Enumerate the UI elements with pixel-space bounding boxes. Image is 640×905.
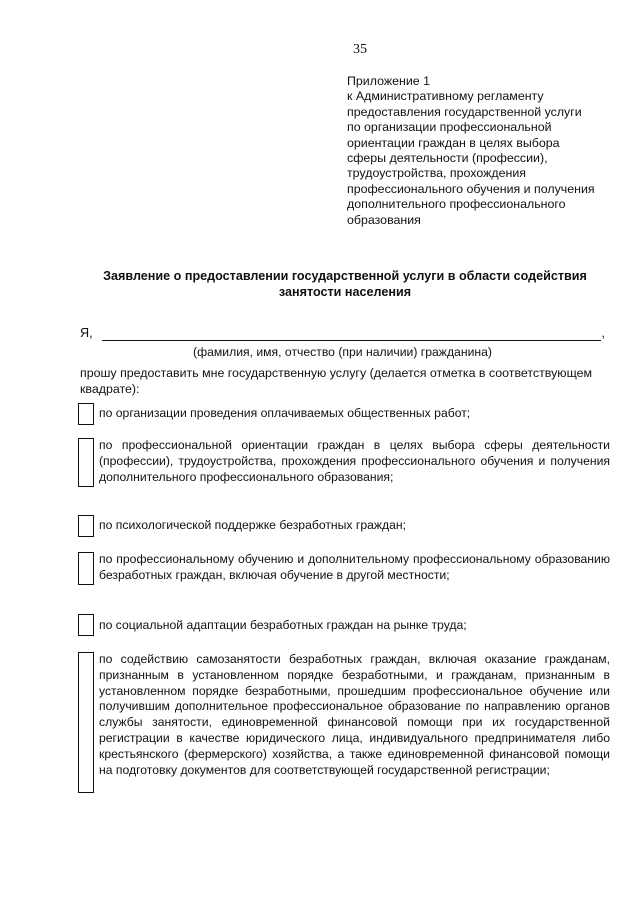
document-title bbox=[60, 268, 630, 300]
appendix-line: образования bbox=[347, 212, 421, 227]
appendix-line: Приложение 1 bbox=[347, 74, 431, 88]
option-checkbox[interactable] bbox=[78, 552, 94, 585]
appendix-line: к Административному регламенту bbox=[347, 89, 544, 104]
option-checkbox[interactable] bbox=[78, 652, 94, 793]
applicant-name-field[interactable] bbox=[80, 326, 605, 344]
appendix-line: дополнительного профессионального bbox=[347, 197, 566, 212]
option-text: по содействию самозанятости безработных граждан, включая оказание гражданам, признанным в установленном порядке безработными, и гражданам, признанным в установленном порядке безработными, прошедшим профессиональное обучение или получившим дополнительное профессиональное образование по направлению органов службы занятости, единовременной финансовой помощи при их государственной регистрации в качестве юридического лица, индивидуального предпринимателя либо крестьянского (фермерского) хозяйства, а также единовременной финансовой помощи на подготовку документов для соответствующей государственной регистрации; bbox=[99, 652, 610, 777]
appendix-line: предоставления государственной услуги bbox=[347, 104, 582, 119]
option-text: по психологической поддержке безработных граждан; bbox=[99, 518, 407, 532]
appendix-line: по организации профессиональной bbox=[347, 120, 552, 135]
applicant-name-caption: (фамилия, имя, отчество (при наличии) гражданина) bbox=[193, 345, 492, 359]
request-text: прошу предоставить мне государственную услугу (делается отметка в соответствующем квадрате): bbox=[80, 366, 593, 396]
appendix-header bbox=[347, 74, 627, 228]
appendix-line: ориентации граждан в целях выбора bbox=[347, 135, 560, 150]
option-text: по организации проведения оплачиваемых общественных работ; bbox=[99, 406, 471, 420]
appendix-line: трудоустройства, прохождения bbox=[347, 166, 526, 181]
applicant-prefix: Я, bbox=[80, 326, 93, 340]
document-title-line-1: Заявление о предоставлении государственной услуги в области содействия bbox=[103, 269, 587, 283]
option-text: по профессиональному обучению и дополнительному профессиональному образованию безработных граждан, включая обучение в другой местности; bbox=[99, 552, 610, 582]
option-text: по профессиональной ориентации граждан в целях выбора сферы деятельности (профессии), трудоустройства, прохождения профессионального обучения и получения дополнительного профессионального образования; bbox=[99, 438, 610, 484]
page-number: 35 bbox=[353, 42, 367, 57]
option-checkbox[interactable] bbox=[78, 403, 94, 425]
applicant-suffix: , bbox=[601, 326, 605, 340]
option-checkbox[interactable] bbox=[78, 515, 94, 537]
document-title-line-2: занятости населения bbox=[278, 285, 412, 299]
appendix-line: профессионального обучения и получения bbox=[347, 181, 595, 196]
appendix-line: сферы деятельности (профессии), bbox=[347, 151, 548, 166]
applicant-name-underline[interactable] bbox=[102, 340, 601, 341]
option-checkbox[interactable] bbox=[78, 438, 94, 487]
option-checkbox[interactable] bbox=[78, 614, 94, 636]
option-text: по социальной адаптации безработных граждан на рынке труда; bbox=[99, 618, 467, 632]
